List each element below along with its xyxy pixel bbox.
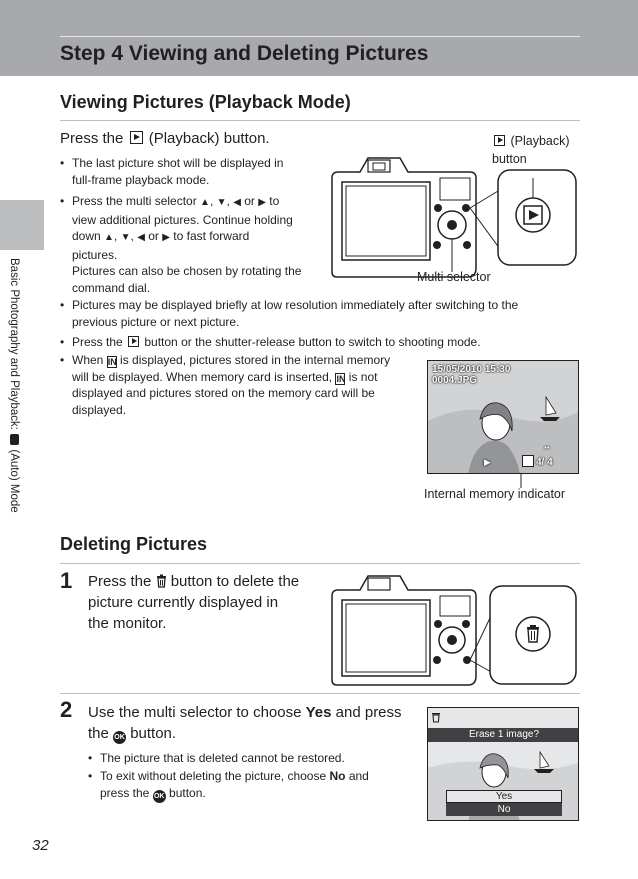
- side-chapter-label: [8, 258, 20, 528]
- screen-image-mode: ▪▪: [544, 443, 550, 452]
- page-title: Step 4 Viewing and Deleting Pictures: [60, 42, 429, 65]
- step-line: Press the button to delete the: [88, 573, 300, 590]
- left-arrow-icon: ◀: [137, 232, 145, 244]
- left-arrow-icon: ◀: [233, 197, 241, 208]
- bullet-line: Press the multi selector ▲, ▼, ◀ or ▶ to: [72, 193, 301, 212]
- callout-internal-memory: Internal memory indicator: [424, 487, 566, 501]
- callout-playback-button-line2: button: [492, 152, 527, 166]
- bullet-dot: •: [60, 156, 65, 170]
- screen-counter: 4/ 4: [536, 457, 553, 468]
- side-label-after: (Auto) Mode: [8, 446, 20, 513]
- step-1-text: [88, 571, 318, 634]
- bullet-line: The last picture shot will be displayed in: [72, 156, 284, 170]
- step-1-number: 1: [60, 568, 73, 593]
- bullet-line: Pictures can also be chosen by rotating the: [72, 264, 302, 279]
- step-2-number: 2: [60, 697, 73, 722]
- bullet-line: press the OK button.: [100, 785, 369, 803]
- down-arrow-icon: ▼: [216, 197, 227, 208]
- step-divider: [60, 693, 580, 694]
- ok-icon: OK: [153, 790, 166, 803]
- internal-memory-indicator: [522, 455, 534, 467]
- step-line: the monitor.: [88, 615, 167, 632]
- down-arrow-icon: ▼: [120, 232, 131, 244]
- bullet-line: full-frame playback mode.: [72, 172, 210, 187]
- bullet-line: To exit without deleting the picture, choose No and: [100, 769, 369, 783]
- internal-memory-icon: IN: [336, 373, 346, 384]
- section-rule: [60, 563, 580, 564]
- internal-memory-icon: IN: [107, 357, 117, 367]
- section-rule: [60, 120, 580, 121]
- bullet-line: command dial.: [72, 280, 151, 295]
- camera-back-illustration-1: [328, 150, 580, 280]
- right-arrow-icon: ▶: [258, 197, 266, 208]
- bullet-dot: •: [60, 335, 65, 349]
- bullet-line: down ▲, ▼, ◀ or ▶ to fast forward: [72, 228, 301, 247]
- press-playback-instruction: [60, 130, 270, 147]
- bullet-line: pictures.: [72, 247, 118, 262]
- press-after: (Playback) button.: [144, 130, 270, 147]
- playback-icon: [130, 131, 143, 144]
- step-line: picture currently displayed in: [88, 594, 279, 611]
- screen-filename: 0004.JPG: [432, 375, 478, 386]
- bullet-line: displayed.: [72, 402, 127, 417]
- up-arrow-icon: ▲: [200, 197, 210, 208]
- bullet-line: The picture that is deleted cannot be restored.: [100, 751, 345, 765]
- screen-play-hint: ▶: [484, 457, 491, 467]
- bullet-line: displayed and pictures stored on the memory card will be: [72, 386, 375, 401]
- playback-icon: [128, 336, 139, 347]
- step-line: the OK button.: [88, 725, 177, 742]
- bullet-dot: •: [60, 353, 65, 367]
- callout-multi-selector: Multi selector: [417, 270, 491, 284]
- no-option-label: No: [329, 769, 346, 783]
- dialog-yes-option[interactable]: Yes: [446, 790, 562, 803]
- callout-playback-button: (Playback): [492, 134, 570, 148]
- trash-icon: [156, 574, 167, 588]
- press-before: Press the: [60, 130, 128, 147]
- screen-datetime: 15/05/2010 15:30: [432, 364, 511, 375]
- bullet-dot: •: [60, 298, 65, 312]
- up-arrow-icon: ▲: [104, 232, 114, 244]
- playback-screen: [427, 360, 579, 474]
- bullet-line: When IN is displayed, pictures stored in the internal memory: [72, 353, 391, 367]
- bullet-dot: •: [88, 769, 93, 783]
- delete-confirmation-screen: [427, 707, 579, 821]
- dialog-no-option[interactable]: No: [446, 803, 562, 816]
- playback-icon: [494, 135, 505, 146]
- section-heading-deleting: Deleting Pictures: [60, 534, 208, 554]
- page-number: 32: [32, 837, 49, 854]
- bullet-line: Pictures may be displayed briefly at low resolution immediately after switching to the: [72, 298, 519, 312]
- camera-mode-icon: [10, 434, 19, 445]
- dialog-title: Erase 1 image?: [428, 728, 579, 742]
- bullet-line: previous picture or next picture.: [72, 314, 240, 329]
- bullet-dot: •: [60, 194, 65, 208]
- camera-back-illustration-2: [328, 572, 580, 688]
- header-rule: [60, 36, 580, 37]
- section-heading-viewing: Viewing Pictures (Playback Mode): [60, 92, 351, 112]
- step-line: Use the multi selector to choose Yes and press: [88, 704, 402, 721]
- ok-icon: OK: [113, 731, 126, 744]
- chapter-tab: [0, 200, 44, 250]
- bullet-line: view additional pictures. Continue holding: [72, 212, 293, 227]
- bullet-line: will be displayed. When memory card is inserted, IN is not: [72, 369, 378, 384]
- right-arrow-icon: ▶: [162, 232, 170, 244]
- yes-option-label: Yes: [305, 704, 332, 721]
- step-2-text: [88, 702, 418, 744]
- internal-memory-leader-line: [520, 474, 524, 488]
- bullet-dot: •: [88, 751, 93, 765]
- side-label-before: Basic Photography and Playback:: [8, 258, 20, 434]
